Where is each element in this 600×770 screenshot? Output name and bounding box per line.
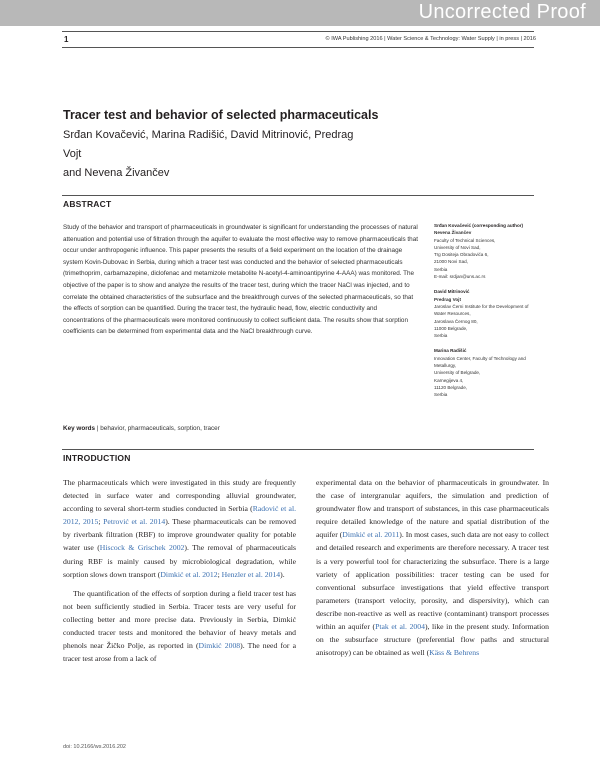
keywords-label: Key words: [63, 425, 96, 432]
affiliation-block: [434, 222, 544, 280]
affiliations: [434, 222, 544, 407]
affiliation-line: Jaroslava Černog 80,: [434, 318, 478, 324]
affiliation-line: 21000 Novi Sad,: [434, 259, 468, 265]
paragraph: The quantification of the effects of sorption during a field tracer test has not been sufficiently studied in Serbia. Tracer tests are very useful for collecting better and more precise data. Previously in Serbia, Dimkić conducted tracer tests and monitored the behavior of heavy metals and phenols near Žičko Polje, as reported in (Dimkić 2008). The need for a tracer test arose from a lack of: [63, 588, 296, 664]
citation-link[interactable]: Dimkić et al. 2011: [342, 530, 400, 540]
proof-banner: [0, 0, 600, 26]
affiliation-line: Innovation Center, Faculty of Technology and: [434, 355, 526, 361]
keywords-text: | behavior, pharmaceuticals, sorption, tracer: [96, 425, 220, 432]
affiliation-author: David Mitrinović: [434, 289, 470, 295]
affiliation-line: Trg Dositeja Obradovića 6,: [434, 252, 489, 258]
affiliation-line: Karnegijeva 4,: [434, 377, 464, 383]
paragraph: The pharmaceuticals which were investigated in this study are frequently detected in surface water and corresponding alluvial groundwater, according to several short-term studies conducted in Serbia (Radović et al. 2012, 2015; Petrović et al. 2014). These pharmaceuticals can be removed by riverbank filtration (RBF) to improve groundwater quality for potable water use (Hiscock & Grischek 2002). The removal of pharmaceuticals during RBF is mainly caused by microbiological degradation, while sorption slows down transport (Dimkić et al. 2012; Henzler et al. 2014).: [63, 478, 297, 579]
citation-link[interactable]: Henzler et al. 2014: [221, 569, 281, 579]
affiliation-line: Metallurgy,: [434, 363, 457, 369]
author-list: [63, 126, 363, 183]
citation-link[interactable]: Dimkić et al. 2012: [160, 569, 218, 579]
affiliation-line: Nevena Živančev: [434, 230, 472, 236]
citation-link[interactable]: Radović et al. 2012, 2015: [63, 504, 297, 527]
affiliation-line: Predrag Vojt: [434, 296, 461, 302]
affiliation-line: University of Novi Sad,: [434, 244, 481, 250]
article-title: Tracer test and behavior of selected pharmaceuticals: [63, 108, 379, 122]
introduction-rule: [62, 449, 534, 450]
header-rule: [62, 31, 534, 32]
affiliation-email: E-mail: srdjan@uns.ac.rs: [434, 274, 486, 280]
author-line: and Nevena Živančev: [63, 167, 170, 179]
affiliation-block: [434, 347, 544, 398]
citation-link[interactable]: Hiscock & Grischek 2002: [99, 543, 185, 553]
doi: doi: 10.2166/ws.2016.202: [63, 744, 126, 750]
affiliation-line: Serbia: [434, 333, 448, 339]
affiliation-line: Faculty of Technical Sciences,: [434, 237, 496, 243]
author-line: Srđan Kovačević, Marina Radišić, David Mitrinović, Predrag Vojt: [63, 129, 354, 160]
page-number: 1: [64, 35, 69, 44]
affiliation-line: University of Belgrade,: [434, 370, 481, 376]
affiliation-block: [434, 288, 544, 339]
affiliation-author: Srđan Kovačević (corresponding author): [434, 223, 524, 228]
citation-link[interactable]: Petrović et al. 2014: [103, 517, 166, 527]
affiliation-line: Serbia: [434, 392, 448, 398]
running-head: © IWA Publishing 2016 | Water Science & Technology: Water Supply | in press | 2016: [325, 36, 536, 42]
header-rule-bottom: [62, 47, 534, 48]
keywords: [63, 425, 423, 432]
abstract-heading: ABSTRACT: [63, 199, 112, 209]
affiliation-line: 11120 Belgrade,: [434, 384, 468, 390]
text-column-left: [63, 476, 296, 665]
abstract-rule: [62, 195, 534, 196]
citation-link[interactable]: Ptak et al. 2004: [375, 622, 425, 632]
abstract-body: Study of the behavior and transport of pharmaceuticals in groundwater is significant for understanding the processes of natural attenuation and potential use of filtration through the aquifer to evaluate the most effective way to remove pharmaceuticals that occur under anthropogenic influence. This paper presents the results of a field experiment on the location of the drainage system Kovin-Dubovac in Serbia, during which a tracer test was conducted and the behavior of selected pharmaceuticals (trimethoprim, carbamazepine, diclofenac and metamizole metabolite N-acetyl-4-aminoantipyrine 4-AAA) was monitored. The objective of the paper is to show and analyze the results of the tracer test, during which the tracer NaCl was injected, and to correlate the obtained characteristics of the subsurface and the breakthrough curves of the selected pharmaceuticals, so that the effects of sorption can be quantified. During the tracer test, the hydraulic head, flow, electric conductivity and concentrations of the pharmaceuticals were monitored continuously to collect sufficient data. The results show that sorption coefficients can be determined from experimental data and the NaCl breakthrough curve.: [63, 224, 418, 336]
proof-banner-text: Uncorrected Proof: [418, 1, 586, 23]
affiliation-line: Water Resources,: [434, 311, 471, 317]
affiliation-line: Jaroslav Černi Institute for the Development of: [434, 303, 529, 309]
affiliation-line: Serbia: [434, 266, 448, 272]
affiliation-author: Marina Radišić: [434, 348, 467, 354]
paragraph: experimental data on the behavior of pharmaceuticals in groundwater. In the case of intergranular aquifers, the simulation and prediction of groundwater flow and transport of substances, in this case pharmaceuticals require detailed knowledge of the nature and spatial distribution of the aquifer (Dimkić et al. 2011). In most cases, such data are not easy to collect and detailed research and experiments are therefore necessary. A tracer test is a very powerful tool for characterizing the subsurface. There is a large variety of application possibilities: tracer testing can be used for conventional subsurface investigations that yield effective transport parameters (transport velocity, porosity, and dispersivity), which can describe non-reactive as well as reactive (contaminant) transport processes within an aquifer (Ptak et al. 2004), like in the present study. Information on the subsurface structure (preferential flow paths and structural anisotropy) can be obtained as well (Käss & Behrens: [316, 478, 549, 658]
citation-link[interactable]: Käss & Behrens: [429, 648, 480, 658]
affiliation-line: 11000 Belgrade,: [434, 325, 468, 331]
text-column-right: [316, 476, 549, 659]
citation-link[interactable]: Dimkić 2008: [198, 641, 241, 651]
introduction-heading: INTRODUCTION: [63, 453, 131, 463]
